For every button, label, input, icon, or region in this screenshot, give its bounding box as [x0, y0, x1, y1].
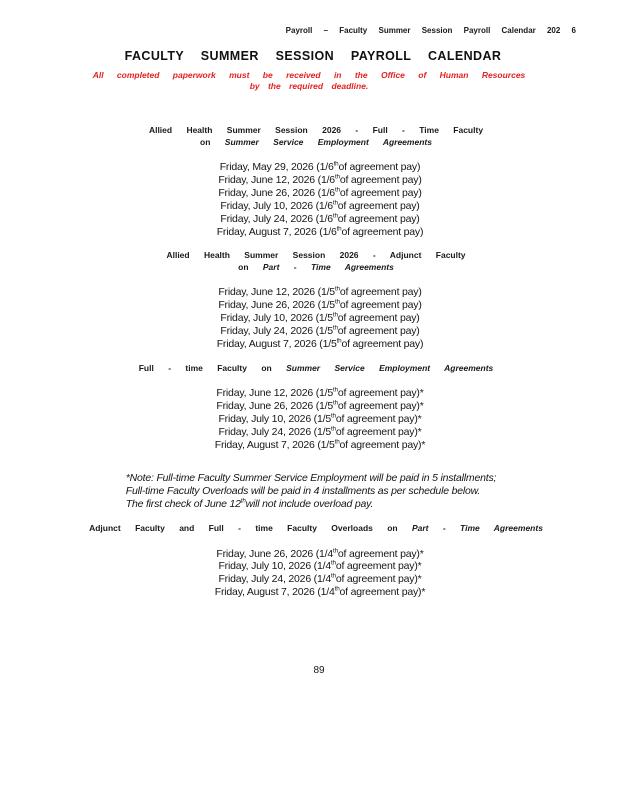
payday-line — [22, 400, 618, 413]
payday-date-text: Friday, July 24, 2026 (1/6 — [220, 212, 333, 225]
payday-date-text: Friday, July 10, 2026 (1/4 — [218, 560, 331, 573]
text-segment: on — [200, 136, 225, 147]
payday-date-text: Friday, August 7, 2026 (1/5 — [216, 338, 337, 351]
footnote-line — [126, 472, 497, 485]
payday-fraction-text: of agreement pay)* — [339, 586, 426, 599]
section-heading-line — [14, 262, 618, 274]
payday-date-text: Friday, June 12, 2026 (1/5 — [216, 387, 334, 400]
payday-list — [0, 286, 618, 351]
payday-line — [22, 573, 618, 586]
payday-line — [22, 200, 618, 213]
ordinal-suffix: th — [333, 399, 338, 407]
ordinal-suffix: th — [332, 311, 338, 319]
text-segment: The first check of June 12 — [125, 498, 241, 510]
section-heading-line — [14, 363, 618, 375]
payday-line — [22, 226, 618, 239]
payday-fraction-text: of agreement pay) — [337, 312, 420, 325]
payday-date-text: Friday, August 7, 2026 (1/6 — [216, 225, 337, 238]
payday-line — [22, 174, 618, 187]
payday-date-text: Friday, June 26, 2026 (1/6 — [218, 186, 335, 199]
calendar-sections — [0, 125, 618, 599]
ordinal-suffix: th — [334, 285, 340, 293]
payday-date-text: Friday, July 10, 2026 (1/5 — [220, 312, 333, 325]
payday-date-text: Friday, June 12, 2026 (1/6 — [218, 173, 335, 186]
section-heading — [0, 523, 618, 535]
ordinal-suffix: th — [330, 572, 336, 580]
ordinal-suffix: th — [336, 225, 342, 233]
payday-line — [22, 439, 618, 452]
section-heading-line — [14, 125, 618, 137]
payday-fraction-text: of agreement pay) — [339, 299, 422, 312]
payday-fraction-text: of agreement pay) — [338, 161, 421, 173]
text-segment: Summer Service Employment Agreements — [224, 136, 432, 147]
ordinal-suffix: th — [333, 547, 338, 554]
payday-date-text: Friday, June 26, 2026 (1/4 — [216, 547, 334, 560]
footnote-line — [126, 485, 497, 498]
payday-fraction-text: of agreement pay)* — [337, 387, 424, 400]
payday-fraction-text: of agreement pay)* — [335, 413, 422, 426]
ordinal-suffix: th — [333, 386, 338, 394]
payday-list — [0, 548, 618, 600]
payday-fraction-text: of agreement pay) — [337, 199, 420, 212]
payday-date-text: Friday, June 26, 2026 (1/5 — [216, 400, 334, 413]
payday-date-text: Friday, July 24, 2026 (1/4 — [218, 573, 331, 586]
payday-line — [22, 299, 618, 312]
footnote-block — [122, 472, 497, 511]
ordinal-suffix: th — [334, 173, 340, 181]
page-number: 89 — [313, 665, 325, 677]
text-segment: Adjunct Faculty and Full - time Faculty Overloads on — [89, 523, 412, 533]
payday-date-text: Friday, July 10, 2026 (1/5 — [218, 413, 331, 426]
ordinal-suffix: th — [332, 324, 338, 332]
text-segment: Part - Time Agreements — [411, 523, 543, 533]
ordinal-suffix: th — [332, 199, 338, 207]
text-segment: Allied Health Summer Session 2026 - Full - Time Faculty — [148, 125, 484, 135]
payday-line — [22, 413, 618, 426]
text-segment: Full - time Faculty on — [138, 362, 287, 373]
payday-line — [22, 387, 618, 400]
payday-line — [22, 325, 618, 338]
payday-date-text: Friday, August 7, 2026 (1/4 — [214, 586, 335, 599]
payday-fraction-text: of agreement pay) — [339, 286, 422, 299]
deadline-notice — [0, 70, 618, 92]
ordinal-suffix: th — [334, 298, 340, 306]
running-header: Payroll – Faculty Summer Session Payroll Calendar 202 6 — [285, 26, 576, 35]
payday-fraction-text: of agreement pay) — [339, 186, 422, 199]
payday-line — [22, 586, 618, 599]
payday-line — [22, 213, 618, 226]
payday-line — [22, 161, 618, 174]
ordinal-suffix: th — [330, 559, 336, 567]
section-heading — [0, 363, 618, 375]
section-heading — [0, 125, 618, 148]
payday-list — [0, 387, 618, 452]
payday-date-text: Friday, July 10, 2026 (1/6 — [220, 199, 333, 212]
footnote-line — [126, 498, 497, 511]
payday-fraction-text: of agreement pay) — [339, 173, 422, 186]
ordinal-suffix: th — [240, 497, 246, 505]
text-segment: Allied Health Summer Session 2026 - Adjunct Faculty — [166, 250, 466, 261]
section-heading-line — [14, 137, 618, 149]
payday-fraction-text: of agreement pay)* — [339, 439, 426, 452]
payday-line — [22, 548, 618, 561]
payday-fraction-text: of agreement pay) — [341, 338, 424, 351]
section-heading-line — [14, 250, 618, 262]
payday-date-text: Friday, July 24, 2026 (1/5 — [220, 325, 333, 338]
payday-fraction-text: of agreement pay)* — [337, 547, 424, 560]
payday-line — [22, 426, 618, 439]
payday-fraction-text: of agreement pay)* — [335, 560, 422, 573]
payday-line — [22, 286, 618, 299]
page-title: FACULTY SUMMER SESSION PAYROLL CALENDAR — [124, 49, 502, 63]
ordinal-suffix: th — [333, 160, 339, 168]
ordinal-suffix: th — [330, 412, 336, 420]
ordinal-suffix: th — [336, 337, 342, 345]
text-segment: Part - Time Agreements — [262, 261, 394, 272]
payday-fraction-text: of agreement pay)* — [337, 400, 424, 413]
section-heading — [0, 250, 618, 273]
payday-fraction-text: of agreement pay)* — [335, 426, 422, 439]
text-segment: *Note: Full-time Faculty Summer Service Employment will be paid in 5 installments; — [125, 472, 497, 484]
payday-date-text: Friday, July 24, 2026 (1/5 — [218, 426, 331, 439]
ordinal-suffix: th — [330, 425, 336, 433]
payday-line — [22, 312, 618, 325]
payday-fraction-text: of agreement pay) — [337, 325, 420, 338]
payday-line — [22, 560, 618, 573]
payday-line — [22, 187, 618, 200]
payday-line — [22, 338, 618, 351]
payday-fraction-text: of agreement pay)* — [335, 573, 422, 586]
text-segment: on — [238, 261, 263, 272]
notice-line-2: by the required deadline. — [249, 81, 369, 91]
payday-date-text: Friday, June 26, 2026 (1/5 — [218, 299, 335, 312]
text-segment: Full-time Faculty Overloads will be paid in 4 installments as per schedule below. — [125, 485, 481, 497]
text-segment: will not include overload pay. — [245, 498, 374, 510]
payday-list — [0, 161, 618, 238]
payday-date-text: Friday, May 29, 2026 (1/6 — [219, 161, 334, 173]
notice-line-1: All completed paperwork must be received in the Office of Human Resources — [92, 70, 526, 80]
ordinal-suffix: th — [332, 212, 338, 220]
ordinal-suffix: th — [334, 186, 340, 194]
ordinal-suffix: th — [334, 585, 340, 593]
section-heading-line — [14, 523, 618, 535]
ordinal-suffix: th — [334, 438, 340, 446]
payday-date-text: Friday, June 12, 2026 (1/5 — [218, 286, 335, 299]
text-segment: Summer Service Employment Agreements — [286, 362, 494, 373]
payday-fraction-text: of agreement pay) — [337, 212, 420, 225]
payday-date-text: Friday, August 7, 2026 (1/5 — [214, 439, 335, 452]
payday-fraction-text: of agreement pay) — [341, 225, 424, 238]
